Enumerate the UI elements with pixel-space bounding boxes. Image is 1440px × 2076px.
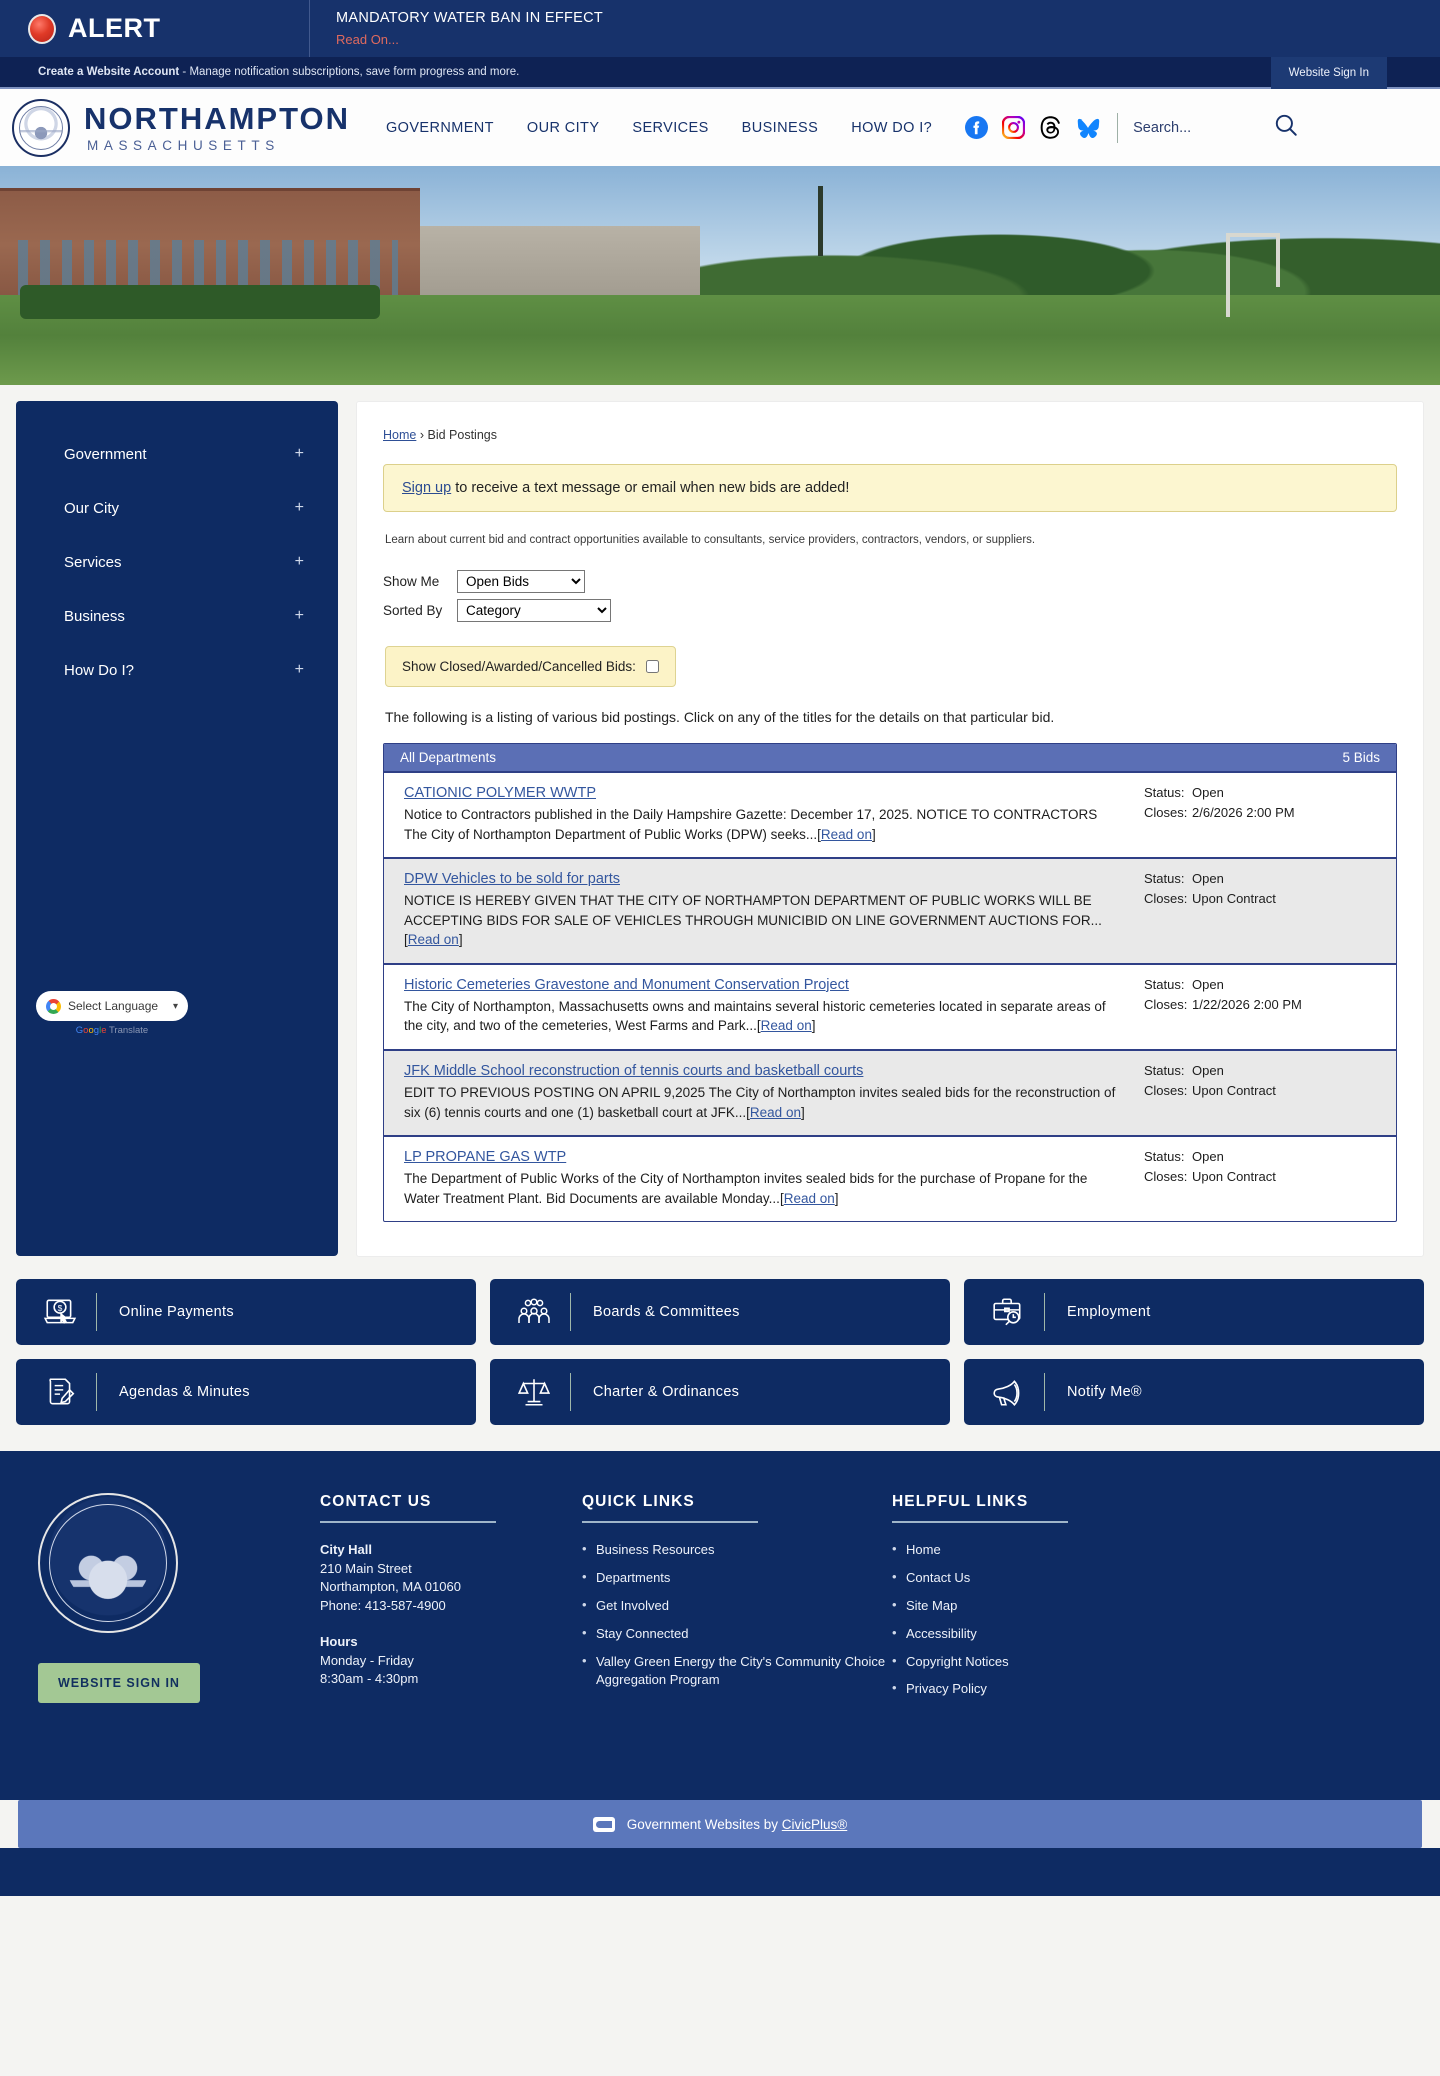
search-icon[interactable] bbox=[1273, 112, 1299, 143]
social-links bbox=[965, 116, 1100, 139]
sidebar-item-government[interactable] bbox=[16, 427, 338, 481]
footer-spacer bbox=[0, 1748, 1440, 1800]
people-group-icon bbox=[512, 1296, 556, 1328]
card-label: Employment bbox=[1067, 1304, 1151, 1321]
card-agendas-minutes[interactable] bbox=[16, 1359, 476, 1425]
department-header: All Departments bbox=[400, 750, 497, 765]
read-on-link[interactable]: Read on bbox=[407, 932, 459, 948]
show-me-select[interactable] bbox=[457, 570, 585, 593]
main-navigation bbox=[386, 120, 932, 136]
bid-main-cell bbox=[384, 1137, 1134, 1221]
language-selected-label: Select Language bbox=[68, 999, 159, 1013]
online-payment-icon bbox=[38, 1296, 82, 1328]
footer-citystate: Northampton, MA 01060 bbox=[320, 1579, 461, 1595]
bids-table-header bbox=[384, 744, 1396, 773]
footer-heading-rule bbox=[320, 1521, 496, 1523]
card-boards-committees[interactable] bbox=[490, 1279, 950, 1345]
site-footer bbox=[0, 1451, 1440, 1748]
page-body bbox=[0, 385, 1440, 1257]
bid-description-text: NOTICE IS HEREBY GIVEN THAT THE CITY OF NORTHAMPTON DEPARTMENT OF PUBLIC WORKS WILL BE ACCEPTING BIDS FOR SALE OF VEHICLES THROUGH MUNICIBID ON LINE GOVERNMENT AUCTIONS FOR... bbox=[404, 893, 1102, 928]
website-sign-in-button[interactable]: Website Sign In bbox=[1271, 57, 1387, 89]
hero-image bbox=[0, 166, 1440, 385]
status-key: Status: bbox=[1144, 1149, 1185, 1165]
create-account-description: - Manage notification subscriptions, save form progress and more. bbox=[179, 66, 520, 78]
closes-key: Closes: bbox=[1144, 1169, 1188, 1185]
civicplus-logo-icon bbox=[593, 1817, 615, 1832]
bids-table bbox=[383, 743, 1397, 1222]
bid-meta-cell bbox=[1134, 965, 1396, 1049]
footer-website-sign-in-button[interactable]: WEBSITE SIGN IN bbox=[38, 1663, 200, 1703]
main-content bbox=[356, 401, 1424, 1257]
status-key: Status: bbox=[1144, 871, 1185, 887]
card-divider bbox=[96, 1373, 97, 1411]
closes-value: Upon Contract bbox=[1192, 1169, 1276, 1185]
list-item[interactable]: • Site Map bbox=[892, 1597, 1172, 1616]
list-item[interactable]: • Copyright Notices bbox=[892, 1653, 1172, 1672]
nav-item-business[interactable]: BUSINESS bbox=[741, 119, 819, 136]
bid-description: The Department of Public Works of the City of Northampton invites sealed bids for the purchase of Propane for the Water Treatment Plant. Bid Documents are available Monday...[Read on] bbox=[404, 1171, 1088, 1206]
bid-description: Notice to Contractors published in the Daily Hampshire Gazette: December 17, 2025. NOTICE TO CONTRACTORS The City of Northampton Department of Public Works (DPW) seeks...[Read on] bbox=[404, 807, 1098, 842]
city-seal-logo[interactable] bbox=[12, 99, 70, 157]
brand-wordmark[interactable] bbox=[84, 100, 350, 153]
bluesky-icon[interactable] bbox=[1076, 116, 1100, 139]
civicplus-link[interactable]: CivicPlus® bbox=[781, 1816, 848, 1832]
list-item[interactable]: • Departments bbox=[582, 1569, 892, 1588]
alert-message bbox=[310, 10, 603, 47]
hero-goalpost-crossbar bbox=[1226, 233, 1280, 237]
status-key: Status: bbox=[1144, 785, 1185, 800]
breadcrumb bbox=[383, 428, 1397, 442]
plus-icon[interactable]: + bbox=[294, 607, 304, 624]
quick-link-cards bbox=[0, 1257, 1440, 1451]
footer-contact-column bbox=[320, 1493, 582, 1708]
footer-contact-heading: CONTACT US bbox=[320, 1493, 432, 1511]
bid-meta-cell bbox=[1134, 1051, 1396, 1135]
table-row[interactable] bbox=[384, 1137, 1396, 1221]
bid-description: The City of Northampton, Massachusetts owns and maintains several historic cemeteries located in separate areas of the city, and two of the cemeteries, West Farms and Park...[Read on] bbox=[404, 998, 1106, 1034]
plus-icon[interactable]: + bbox=[294, 499, 304, 516]
alert-title: MANDATORY WATER BAN IN EFFECT bbox=[336, 10, 604, 26]
bid-title-link[interactable]: LP PROPANE GAS WTP bbox=[404, 1149, 567, 1166]
read-on-link[interactable]: Read on bbox=[820, 826, 872, 842]
plus-icon[interactable]: + bbox=[294, 661, 304, 678]
footer-bottom-spacer bbox=[0, 1848, 1440, 1896]
footer-hours-time: 8:30am - 4:30pm bbox=[320, 1671, 419, 1687]
scales-icon bbox=[512, 1376, 556, 1408]
plus-icon[interactable]: + bbox=[294, 553, 304, 570]
bid-description-text: Notice to Contractors published in the Daily Hampshire Gazette: December 17, 2025. NOTICE TO CONTRACTORS The City of Northampton Department of Public Works (DPW) seeks... bbox=[404, 807, 1098, 842]
footer-helpful-links-column bbox=[892, 1493, 1172, 1708]
footer-contact-body bbox=[320, 1541, 582, 1689]
sidebar-item-label: How Do I? bbox=[64, 661, 135, 679]
signup-notice bbox=[383, 464, 1397, 512]
footer-quick-links-list bbox=[582, 1541, 892, 1690]
show-closed-bids-label: Show Closed/Awarded/Cancelled Bids: bbox=[402, 659, 636, 674]
read-on-link[interactable]: Read on bbox=[760, 1018, 812, 1034]
read-on-link[interactable]: Read on bbox=[783, 1190, 835, 1206]
status-value: Open bbox=[1192, 1149, 1224, 1165]
card-label: Online Payments bbox=[119, 1304, 234, 1321]
language-select[interactable] bbox=[36, 991, 188, 1021]
search-area bbox=[1133, 112, 1299, 143]
list-item[interactable]: • Stay Connected bbox=[582, 1625, 892, 1644]
card-notify-me[interactable] bbox=[964, 1359, 1424, 1425]
bid-meta-cell bbox=[1134, 859, 1396, 963]
hero-hedges bbox=[20, 285, 260, 319]
google-translate-attribution: Google Translate bbox=[75, 1025, 149, 1036]
status-key: Status: bbox=[1144, 1062, 1185, 1078]
hero-goalpost-left bbox=[1226, 237, 1230, 317]
closes-value: Upon Contract bbox=[1192, 891, 1276, 907]
account-strip bbox=[0, 57, 1440, 89]
show-me-row bbox=[383, 570, 1397, 593]
nav-item-our-city[interactable]: OUR CITY bbox=[526, 119, 600, 136]
plus-icon[interactable]: + bbox=[294, 445, 304, 462]
civicplus-text bbox=[627, 1817, 848, 1832]
closes-value: 1/22/2026 2:00 PM bbox=[1192, 996, 1302, 1012]
card-employment[interactable] bbox=[964, 1279, 1424, 1345]
bid-main-cell bbox=[384, 773, 1134, 857]
intro-text: The following is a listing of various bid postings. Click on any of the titles for the details on that particular bid. bbox=[385, 709, 1055, 725]
nav-item-government[interactable]: GOVERNMENT bbox=[385, 119, 494, 136]
svg-text:$: $ bbox=[57, 1303, 63, 1314]
lead-text: Learn about current bid and contract opportunities available to consultants, service providers, contractors, vendors, or suppliers. bbox=[385, 534, 1036, 546]
show-closed-bids-checkbox[interactable] bbox=[646, 660, 659, 673]
sidebar-item-label: Services bbox=[64, 553, 122, 571]
closes-value: Upon Contract bbox=[1192, 1082, 1276, 1098]
closes-key: Closes: bbox=[1144, 891, 1188, 907]
nav-item-how-do-i[interactable]: HOW DO I? bbox=[851, 119, 933, 136]
footer-heading-rule bbox=[892, 1521, 1068, 1523]
sorted-by-label: Sorted By bbox=[383, 603, 443, 618]
google-logo-icon bbox=[46, 999, 61, 1014]
status-value: Open bbox=[1192, 871, 1224, 887]
breadcrumb-current: Bid Postings bbox=[427, 428, 497, 442]
hero-church-spire bbox=[818, 186, 823, 256]
list-item[interactable]: • Valley Green Energy the City's Community Choice Aggregation Program bbox=[582, 1653, 892, 1691]
sidebar-item-label: Government bbox=[64, 445, 147, 463]
brand-state: MASSACHUSETTS bbox=[87, 137, 280, 153]
megaphone-icon bbox=[986, 1376, 1030, 1408]
create-account-link[interactable]: Create a Website Account bbox=[38, 66, 180, 78]
card-divider bbox=[570, 1373, 571, 1411]
list-item[interactable]: • Contact Us bbox=[892, 1569, 1172, 1588]
table-row[interactable] bbox=[384, 773, 1396, 859]
sidebar-item-label: Business bbox=[64, 607, 125, 625]
alert-badge bbox=[0, 0, 310, 57]
status-value: Open bbox=[1192, 1062, 1224, 1078]
hero-goalpost-right bbox=[1276, 235, 1280, 287]
instagram-icon[interactable] bbox=[1002, 116, 1025, 139]
card-divider bbox=[570, 1293, 571, 1331]
footer-hours-heading: Hours bbox=[320, 1634, 358, 1650]
briefcase-search-icon bbox=[986, 1296, 1030, 1328]
footer-hours-days: Monday - Friday bbox=[320, 1652, 414, 1668]
footer-quick-links-heading: QUICK LINKS bbox=[582, 1493, 695, 1511]
footer-heading-rule bbox=[582, 1521, 758, 1523]
footer-helpful-links-heading: HELPFUL LINKS bbox=[892, 1493, 1029, 1511]
card-divider bbox=[1044, 1293, 1045, 1331]
status-value: Open bbox=[1192, 976, 1224, 992]
bid-title-link[interactable]: JFK Middle School reconstruction of tennis courts and basketball courts bbox=[404, 1062, 864, 1079]
bid-meta-cell bbox=[1134, 1137, 1396, 1221]
language-selector-area bbox=[36, 991, 188, 1036]
bid-title-link[interactable]: CATIONIC POLYMER WWTP bbox=[404, 785, 596, 801]
footer-helpful-links-list bbox=[892, 1541, 1172, 1699]
bid-title-link[interactable]: DPW Vehicles to be sold for parts bbox=[404, 871, 620, 888]
signup-link[interactable]: Sign up bbox=[402, 480, 452, 496]
footer-quick-links-column bbox=[582, 1493, 892, 1708]
bid-description-text: EDIT TO PREVIOUS POSTING ON APRIL 9,2025 The City of Northampton invites sealed bids for the reconstruction of six (6) tennis courts and one (1) basketball court at JFK... bbox=[404, 1084, 1116, 1120]
closes-key: Closes: bbox=[1144, 805, 1188, 820]
status-value: Open bbox=[1192, 785, 1224, 800]
footer-phone[interactable]: Phone: 413-587-4900 bbox=[320, 1597, 446, 1613]
facebook-icon[interactable] bbox=[965, 116, 988, 139]
footer-city-seal bbox=[38, 1493, 178, 1633]
card-label: Boards & Committees bbox=[593, 1304, 740, 1321]
card-divider bbox=[1044, 1373, 1045, 1411]
bid-main-cell bbox=[384, 1051, 1134, 1135]
list-item[interactable]: • Business Resources bbox=[582, 1541, 892, 1560]
table-row[interactable] bbox=[384, 965, 1396, 1051]
search-input[interactable] bbox=[1133, 120, 1253, 136]
civicplus-prefix: Government Websites by bbox=[626, 1816, 782, 1832]
breadcrumb-home-link[interactable]: Home bbox=[383, 428, 417, 442]
sidebar-item-services[interactable] bbox=[16, 535, 338, 589]
status-key: Status: bbox=[1144, 976, 1185, 992]
read-on-link[interactable]: Read on bbox=[749, 1104, 801, 1120]
alert-read-on-link[interactable]: Read On... bbox=[336, 32, 399, 47]
bid-meta-cell bbox=[1134, 773, 1396, 857]
show-closed-bids-box bbox=[385, 646, 676, 687]
footer-street: 210 Main Street bbox=[320, 1560, 412, 1576]
card-online-payments[interactable] bbox=[16, 1279, 476, 1345]
footer-seal-column bbox=[0, 1493, 320, 1708]
closes-key: Closes: bbox=[1144, 996, 1188, 1012]
breadcrumb-separator: › bbox=[419, 428, 424, 442]
chevron-down-icon[interactable]: ▾ bbox=[172, 1000, 178, 1012]
bid-main-cell bbox=[384, 965, 1134, 1049]
footer-place: City Hall bbox=[320, 1542, 373, 1558]
nav-item-services[interactable]: SERVICES bbox=[632, 119, 709, 136]
signup-notice-text: to receive a text message or email when new bids are added! bbox=[451, 480, 850, 496]
card-label: Notify Me® bbox=[1067, 1384, 1142, 1401]
list-item[interactable]: • Home bbox=[892, 1541, 1172, 1560]
civicplus-bar bbox=[18, 1800, 1422, 1848]
left-sidebar bbox=[16, 401, 338, 1256]
list-item[interactable]: • Get Involved bbox=[582, 1597, 892, 1616]
bid-description-text: The City of Northampton, Massachusetts owns and maintains several historic cemeteries located in separate areas of the city, and two of the cemeteries, West Farms and Park... bbox=[404, 998, 1106, 1034]
bid-description: NOTICE IS HEREBY GIVEN THAT THE CITY OF NORTHAMPTON DEPARTMENT OF PUBLIC WORKS WILL BE ACCEPTING BIDS FOR SALE OF VEHICLES THROUGH MUNICIBID ON LINE GOVERNMENT AUCTIONS FOR...[Read on] bbox=[404, 893, 1102, 948]
show-me-label: Show Me bbox=[383, 574, 440, 589]
bid-main-cell bbox=[384, 859, 1134, 963]
bid-description: EDIT TO PREVIOUS POSTING ON APRIL 9,2025 The City of Northampton invites sealed bids for the reconstruction of six (6) tennis courts and one (1) basketball court at JFK...[Read on] bbox=[404, 1084, 1116, 1120]
sidebar-item-our-city[interactable] bbox=[16, 481, 338, 535]
document-pencil-icon bbox=[38, 1376, 82, 1408]
table-row[interactable] bbox=[384, 1051, 1396, 1137]
card-charter-ordinances[interactable] bbox=[490, 1359, 950, 1425]
site-header bbox=[0, 89, 1440, 166]
closes-value: 2/6/2026 2:00 PM bbox=[1192, 805, 1295, 820]
create-account-text bbox=[0, 66, 519, 78]
bids-count-label: 5 Bids bbox=[1342, 750, 1380, 765]
closes-key: Closes: bbox=[1144, 1082, 1188, 1098]
sorted-by-select[interactable] bbox=[457, 599, 611, 622]
card-divider bbox=[96, 1293, 97, 1331]
brand-name: NORTHAMPTON bbox=[84, 100, 350, 136]
alert-banner bbox=[0, 0, 1440, 57]
list-item[interactable]: • Privacy Policy bbox=[892, 1680, 1172, 1699]
alert-dot-icon bbox=[28, 14, 56, 44]
card-label: Charter & Ordinances bbox=[593, 1384, 740, 1401]
bid-description-text: The Department of Public Works of the City of Northampton invites sealed bids for the purchase of Propane for the Water Treatment Plant. Bid Documents are available Monday... bbox=[404, 1171, 1088, 1206]
sorted-by-row bbox=[383, 599, 1397, 622]
header-divider bbox=[1117, 113, 1118, 143]
table-row[interactable] bbox=[384, 859, 1396, 965]
alert-badge-label: ALERT bbox=[68, 13, 161, 43]
card-label: Agendas & Minutes bbox=[119, 1384, 250, 1401]
bid-title-link[interactable]: Historic Cemeteries Gravestone and Monument Conservation Project bbox=[404, 976, 849, 993]
sidebar-item-business[interactable] bbox=[16, 589, 338, 643]
sidebar-item-label: Our City bbox=[64, 499, 120, 517]
sidebar-item-how-do-i[interactable] bbox=[16, 643, 338, 697]
threads-icon[interactable] bbox=[1039, 116, 1062, 139]
list-item[interactable]: • Accessibility bbox=[892, 1625, 1172, 1644]
